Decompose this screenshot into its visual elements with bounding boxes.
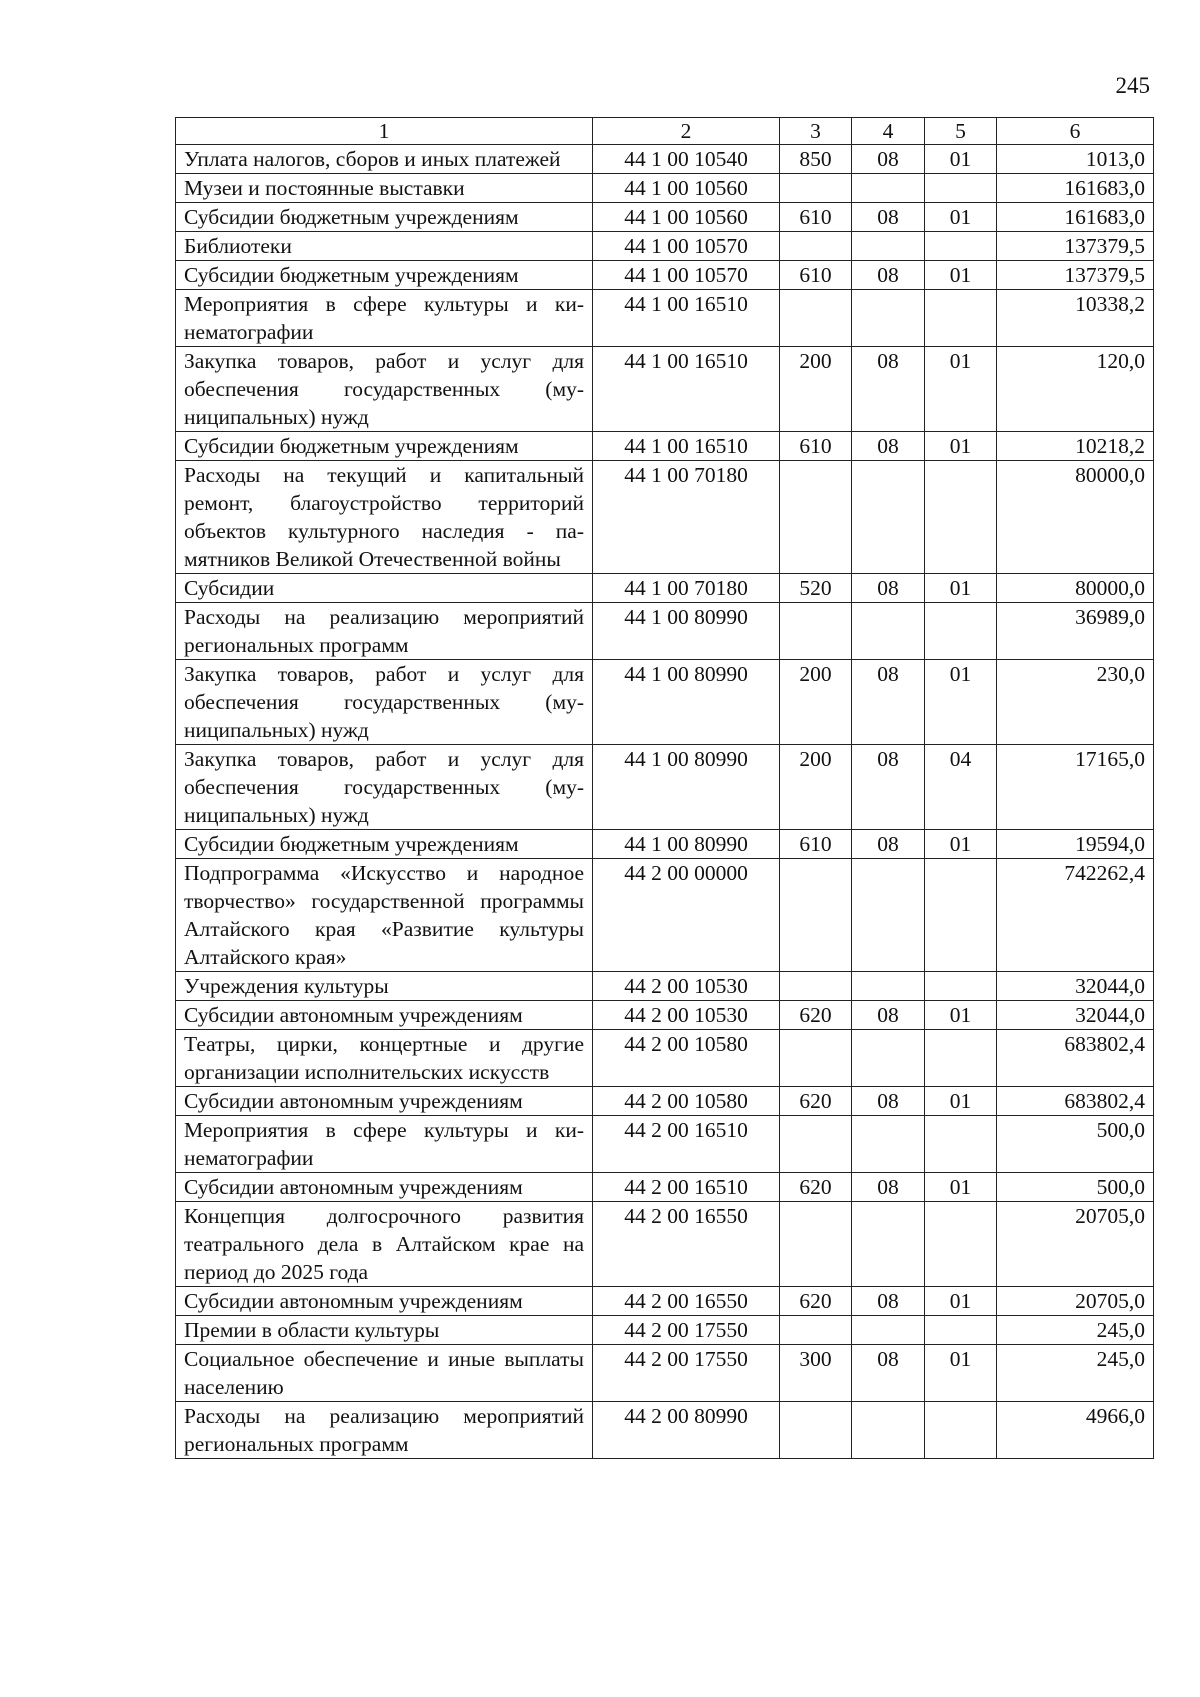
row-vr-cell	[780, 461, 852, 574]
row-pr-cell	[925, 603, 997, 660]
row-rz-cell	[852, 1402, 925, 1459]
row-code-cell: 44 2 00 10580	[593, 1087, 780, 1116]
row-name-cell: Театры, цирки, концертные и другие организации исполнительских искусств	[176, 1030, 593, 1087]
row-rz-cell: 08	[852, 1287, 925, 1316]
row-amount-cell: 10218,2	[997, 432, 1154, 461]
row-amount-cell: 10338,2	[997, 290, 1154, 347]
row-pr-cell	[925, 1202, 997, 1287]
row-amount-cell: 36989,0	[997, 603, 1154, 660]
row-code-cell: 44 1 00 10560	[593, 174, 780, 203]
row-name-cell: Мероприятия в сфере культуры и кинематографии	[176, 1116, 593, 1173]
row-vr-cell: 610	[780, 830, 852, 859]
table-row	[176, 830, 1154, 859]
row-name-cell: Субсидии	[176, 574, 593, 603]
table-row	[176, 972, 1154, 1001]
row-pr-cell: 01	[925, 1001, 997, 1030]
row-vr-cell	[780, 859, 852, 972]
row-name-cell: Субсидии бюджетным учреждениям	[176, 830, 593, 859]
row-code-cell: 44 1 00 80990	[593, 745, 780, 830]
table-row	[176, 203, 1154, 232]
row-vr-cell: 520	[780, 574, 852, 603]
row-amount-cell: 500,0	[997, 1116, 1154, 1173]
row-code-cell: 44 1 00 80990	[593, 603, 780, 660]
row-rz-cell: 08	[852, 1087, 925, 1116]
row-rz-cell	[852, 1030, 925, 1087]
table-row	[176, 261, 1154, 290]
row-code-cell: 44 2 00 10530	[593, 972, 780, 1001]
row-pr-cell: 01	[925, 145, 997, 174]
column-header-2: 2	[593, 118, 780, 145]
row-rz-cell: 08	[852, 203, 925, 232]
row-vr-cell: 300	[780, 1345, 852, 1402]
row-pr-cell: 01	[925, 574, 997, 603]
row-amount-cell: 17165,0	[997, 745, 1154, 830]
row-vr-cell	[780, 1116, 852, 1173]
row-code-cell: 44 1 00 10570	[593, 232, 780, 261]
row-amount-cell: 120,0	[997, 347, 1154, 432]
row-amount-cell: 230,0	[997, 660, 1154, 745]
row-name-cell: Социальное обеспечение и иные выплаты населению	[176, 1345, 593, 1402]
row-vr-cell	[780, 1316, 852, 1345]
row-pr-cell	[925, 1402, 997, 1459]
row-name-cell: Субсидии автономным учреждениям	[176, 1287, 593, 1316]
row-vr-cell: 200	[780, 660, 852, 745]
row-code-cell: 44 1 00 10570	[593, 261, 780, 290]
row-vr-cell	[780, 290, 852, 347]
row-pr-cell: 01	[925, 1173, 997, 1202]
row-name-cell: Учреждения культуры	[176, 972, 593, 1001]
row-code-cell: 44 1 00 16510	[593, 290, 780, 347]
row-code-cell: 44 1 00 80990	[593, 830, 780, 859]
row-amount-cell: 245,0	[997, 1345, 1154, 1402]
row-vr-cell: 610	[780, 261, 852, 290]
row-amount-cell: 683802,4	[997, 1030, 1154, 1087]
row-vr-cell: 850	[780, 145, 852, 174]
row-vr-cell: 610	[780, 432, 852, 461]
table-row	[176, 461, 1154, 574]
row-rz-cell: 08	[852, 1345, 925, 1402]
row-amount-cell: 500,0	[997, 1173, 1154, 1202]
row-amount-cell: 683802,4	[997, 1087, 1154, 1116]
row-name-cell: Мероприятия в сфере культуры и кинематографии	[176, 290, 593, 347]
row-pr-cell	[925, 174, 997, 203]
budget-table	[175, 117, 1154, 1459]
row-pr-cell	[925, 1116, 997, 1173]
row-code-cell: 44 2 00 10530	[593, 1001, 780, 1030]
row-name-cell: Премии в области культуры	[176, 1316, 593, 1345]
row-amount-cell: 80000,0	[997, 461, 1154, 574]
table-row	[176, 1287, 1154, 1316]
row-vr-cell: 620	[780, 1173, 852, 1202]
table-row	[176, 1202, 1154, 1287]
column-header-5: 5	[925, 118, 997, 145]
row-code-cell: 44 1 00 70180	[593, 574, 780, 603]
row-amount-cell: 32044,0	[997, 1001, 1154, 1030]
column-header-1: 1	[176, 118, 593, 145]
row-name-cell: Расходы на реализацию мероприятий региональных программ	[176, 603, 593, 660]
row-rz-cell: 08	[852, 261, 925, 290]
row-vr-cell: 620	[780, 1087, 852, 1116]
row-amount-cell: 161683,0	[997, 203, 1154, 232]
row-pr-cell: 01	[925, 261, 997, 290]
table-row	[176, 1116, 1154, 1173]
row-pr-cell	[925, 972, 997, 1001]
table-row	[176, 1402, 1154, 1459]
table-row	[176, 432, 1154, 461]
row-name-cell: Расходы на текущий и капитальный ремонт, благоустройство территорий объектов культурного наследия - памятников Великой Отечественной войны	[176, 461, 593, 574]
row-name-cell: Закупка товаров, работ и услуг для обеспечения государственных (муниципальных) нужд	[176, 660, 593, 745]
row-rz-cell: 08	[852, 1173, 925, 1202]
row-rz-cell	[852, 232, 925, 261]
row-rz-cell: 08	[852, 1001, 925, 1030]
row-vr-cell	[780, 232, 852, 261]
row-vr-cell	[780, 603, 852, 660]
table-row	[176, 232, 1154, 261]
row-pr-cell	[925, 232, 997, 261]
table-row	[176, 290, 1154, 347]
row-name-cell: Закупка товаров, работ и услуг для обеспечения государственных (муниципальных) нужд	[176, 745, 593, 830]
table-row	[176, 859, 1154, 972]
row-name-cell: Концепция долгосрочного развития театрального дела в Алтайском крае на период до 2025 года	[176, 1202, 593, 1287]
row-amount-cell: 4966,0	[997, 1402, 1154, 1459]
row-rz-cell: 08	[852, 830, 925, 859]
row-pr-cell	[925, 1316, 997, 1345]
table-row	[176, 1030, 1154, 1087]
row-amount-cell: 32044,0	[997, 972, 1154, 1001]
row-code-cell: 44 1 00 16510	[593, 432, 780, 461]
row-rz-cell: 08	[852, 660, 925, 745]
row-rz-cell: 08	[852, 432, 925, 461]
row-rz-cell: 08	[852, 745, 925, 830]
row-name-cell: Библиотеки	[176, 232, 593, 261]
row-pr-cell: 01	[925, 1345, 997, 1402]
row-vr-cell: 200	[780, 347, 852, 432]
row-code-cell: 44 1 00 16510	[593, 347, 780, 432]
row-code-cell: 44 1 00 10540	[593, 145, 780, 174]
row-rz-cell	[852, 859, 925, 972]
row-amount-cell: 20705,0	[997, 1287, 1154, 1316]
row-amount-cell: 1013,0	[997, 145, 1154, 174]
row-code-cell: 44 1 00 10560	[593, 203, 780, 232]
row-rz-cell	[852, 1202, 925, 1287]
row-code-cell: 44 2 00 16550	[593, 1287, 780, 1316]
table-row	[176, 347, 1154, 432]
table-row	[176, 1001, 1154, 1030]
row-pr-cell: 01	[925, 1087, 997, 1116]
row-rz-cell	[852, 1116, 925, 1173]
row-vr-cell	[780, 972, 852, 1001]
row-pr-cell: 01	[925, 347, 997, 432]
column-header-4: 4	[852, 118, 925, 145]
row-pr-cell	[925, 461, 997, 574]
table-row	[176, 603, 1154, 660]
row-rz-cell	[852, 461, 925, 574]
row-vr-cell: 200	[780, 745, 852, 830]
row-rz-cell	[852, 174, 925, 203]
row-vr-cell	[780, 1030, 852, 1087]
table-row	[176, 1345, 1154, 1402]
row-amount-cell: 20705,0	[997, 1202, 1154, 1287]
row-name-cell: Субсидии автономным учреждениям	[176, 1087, 593, 1116]
row-name-cell: Субсидии бюджетным учреждениям	[176, 261, 593, 290]
row-name-cell: Уплата налогов, сборов и иных платежей	[176, 145, 593, 174]
table-row	[176, 1173, 1154, 1202]
row-code-cell: 44 2 00 16550	[593, 1202, 780, 1287]
row-amount-cell: 742262,4	[997, 859, 1154, 972]
row-amount-cell: 137379,5	[997, 232, 1154, 261]
table-row	[176, 1087, 1154, 1116]
row-rz-cell	[852, 290, 925, 347]
row-pr-cell: 01	[925, 1287, 997, 1316]
row-rz-cell: 08	[852, 347, 925, 432]
row-vr-cell	[780, 174, 852, 203]
row-code-cell: 44 2 00 17550	[593, 1316, 780, 1345]
row-name-cell: Расходы на реализацию мероприятий региональных программ	[176, 1402, 593, 1459]
row-code-cell: 44 1 00 80990	[593, 660, 780, 745]
table-row	[176, 174, 1154, 203]
row-pr-cell: 04	[925, 745, 997, 830]
row-rz-cell	[852, 972, 925, 1001]
row-pr-cell: 01	[925, 830, 997, 859]
row-rz-cell: 08	[852, 145, 925, 174]
column-header-3: 3	[780, 118, 852, 145]
row-code-cell: 44 2 00 80990	[593, 1402, 780, 1459]
row-vr-cell	[780, 1202, 852, 1287]
table-row	[176, 574, 1154, 603]
row-code-cell: 44 2 00 16510	[593, 1116, 780, 1173]
page-number: 245	[1115, 73, 1150, 98]
row-amount-cell: 245,0	[997, 1316, 1154, 1345]
table-row	[176, 145, 1154, 174]
table-row	[176, 745, 1154, 830]
row-name-cell: Субсидии автономным учреждениям	[176, 1001, 593, 1030]
row-pr-cell	[925, 290, 997, 347]
row-code-cell: 44 2 00 10580	[593, 1030, 780, 1087]
row-pr-cell: 01	[925, 432, 997, 461]
row-code-cell: 44 2 00 17550	[593, 1345, 780, 1402]
table-row	[176, 1316, 1154, 1345]
row-name-cell: Музеи и постоянные выставки	[176, 174, 593, 203]
table-row	[176, 660, 1154, 745]
row-rz-cell	[852, 1316, 925, 1345]
row-pr-cell: 01	[925, 660, 997, 745]
row-pr-cell	[925, 859, 997, 972]
row-name-cell: Субсидии бюджетным учреждениям	[176, 432, 593, 461]
row-pr-cell	[925, 1030, 997, 1087]
row-pr-cell: 01	[925, 203, 997, 232]
row-code-cell: 44 1 00 70180	[593, 461, 780, 574]
table-header-row	[176, 118, 1154, 145]
row-code-cell: 44 2 00 00000	[593, 859, 780, 972]
row-amount-cell: 161683,0	[997, 174, 1154, 203]
row-vr-cell: 620	[780, 1287, 852, 1316]
row-vr-cell: 610	[780, 203, 852, 232]
row-name-cell: Субсидии бюджетным учреждениям	[176, 203, 593, 232]
row-rz-cell	[852, 603, 925, 660]
row-vr-cell	[780, 1402, 852, 1459]
row-amount-cell: 19594,0	[997, 830, 1154, 859]
row-name-cell: Субсидии автономным учреждениям	[176, 1173, 593, 1202]
column-header-6: 6	[997, 118, 1154, 145]
row-vr-cell: 620	[780, 1001, 852, 1030]
row-code-cell: 44 2 00 16510	[593, 1173, 780, 1202]
row-amount-cell: 80000,0	[997, 574, 1154, 603]
row-rz-cell: 08	[852, 574, 925, 603]
table-body	[176, 145, 1154, 1459]
row-amount-cell: 137379,5	[997, 261, 1154, 290]
row-name-cell: Закупка товаров, работ и услуг для обеспечения государственных (муниципальных) нужд	[176, 347, 593, 432]
row-name-cell: Подпрограмма «Искусство и народное творчество» государственной программы Алтайского края «Развитие культуры Алтайского края»	[176, 859, 593, 972]
